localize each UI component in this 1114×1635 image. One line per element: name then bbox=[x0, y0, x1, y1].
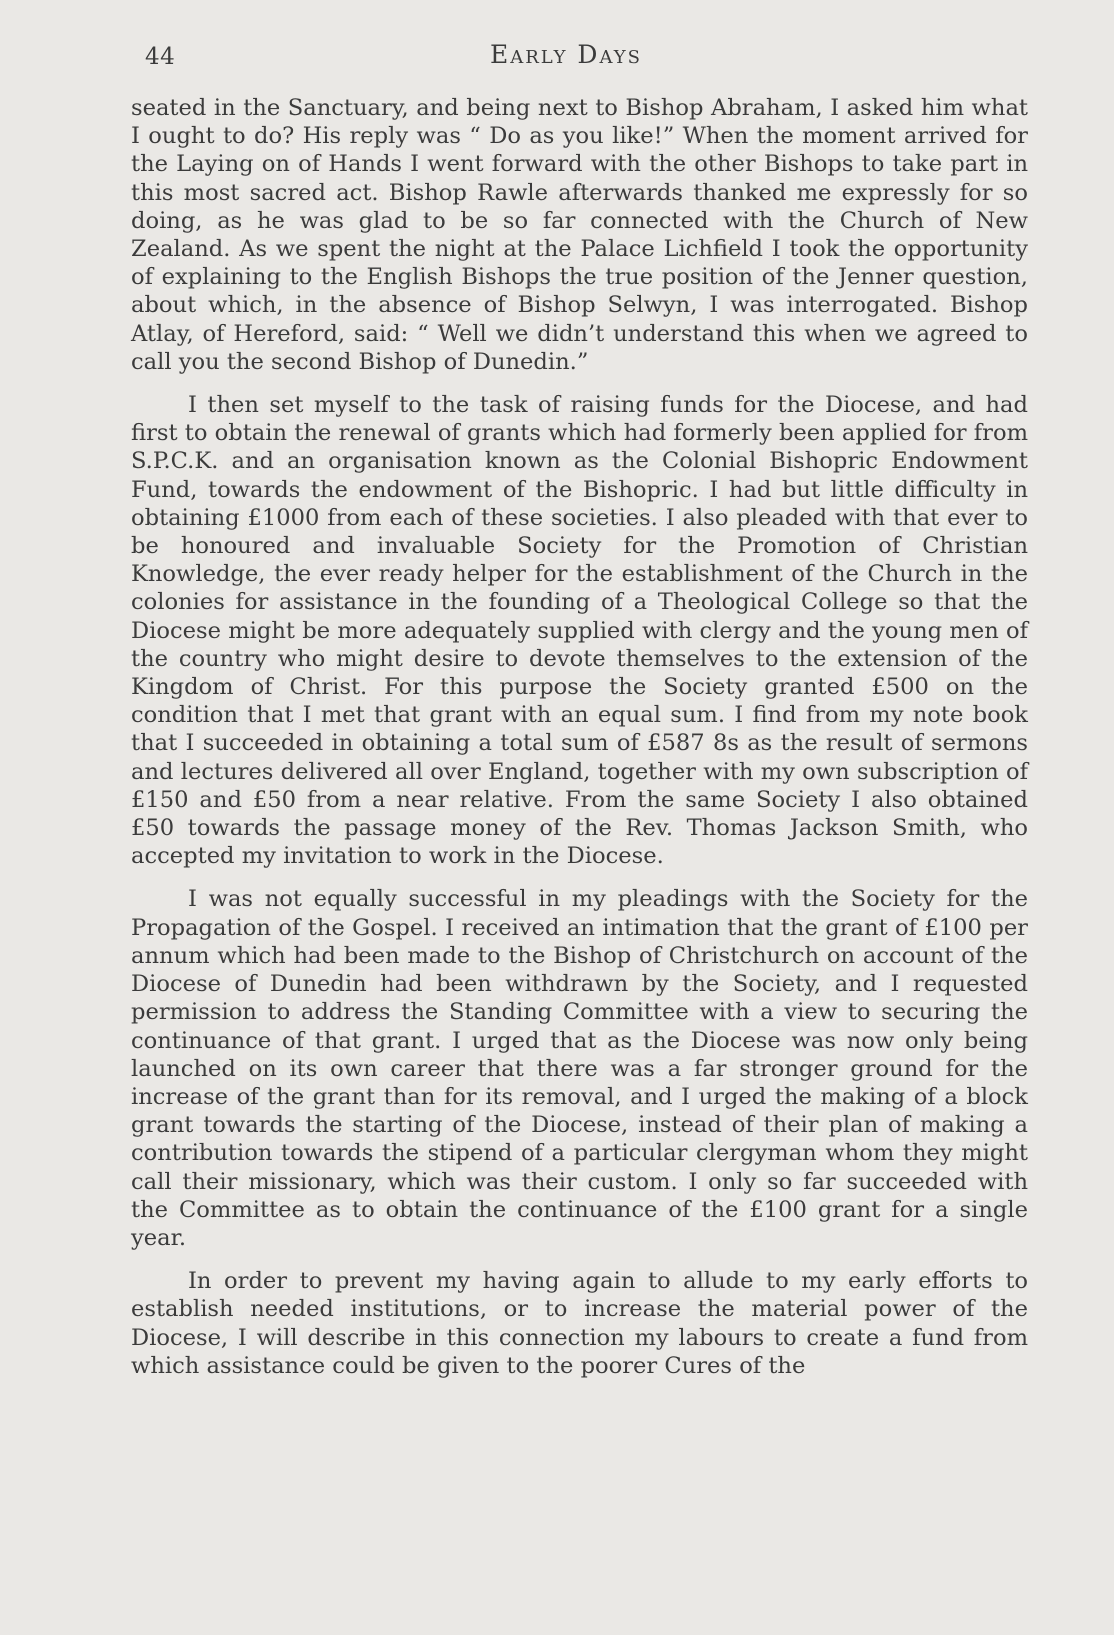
paragraph-spg: I was not equally successful in my pleadings with the Society for the Propagation of the Gospel. I received an intimation that the grant of £100 per annum which had been made to the Bishop of Christchurch on account of the Diocese of Dunedin had been withdrawn by the Society, and I requested permission to address the Standing Committee with a view to securing the continuance of that grant. I urged that as the Diocese was now only being launched on its own career that there was a far stronger ground for the increase of the grant than for its removal, and I urged the making of a block grant towards the starting of the Diocese, instead of their plan of making a contribution towards the stipend of a particular clergyman whom they might call their missionary, which was their custom. I only so far succeeded with the Committee as to obtain the continuance of the £100 grant for a single year. bbox=[131, 886, 1028, 1251]
paragraph-continued: seated in the Sanctuary, and being next to Bishop Abraham, I asked him what I ought to do? His reply was “ Do as you like!” When the moment arrived for the Laying on of Hands I went forward with the other Bishops to take part in this most sacred act. Bishop Rawle afterwards thanked me expressly for so doing, as he was glad to be so far connected with the Church of New Zealand. As we spent the night at the Palace Lichfield I took the opportunity of explaining to the English Bishops the true position of the Jenner question, about which, in the absence of Bishop Selwyn, I was interrogated. Bishop Atlay, of Hereford, said: “ Well we didn’t understand this when we agreed to call you the second Bishop of Dunedin.” bbox=[131, 95, 1028, 375]
body-text bbox=[131, 94, 1028, 1395]
running-head: Early Days bbox=[490, 40, 642, 69]
page-number: 44 bbox=[145, 44, 176, 70]
page-header bbox=[137, 40, 1037, 76]
paragraph-fund-creation: In order to prevent my having again to allude to my early efforts to establish needed institutions, or to increase the material power of the Diocese, I will describe in this connection my labours to create a fund from which assistance could be given to the poorer Cures of the bbox=[131, 1268, 1028, 1379]
paragraph-funds: I then set myself to the task of raising funds for the Diocese, and had first to obtain the renewal of grants which had formerly been applied for from S.P.C.K. and an organisation known as the Colonial Bishopric Endowment Fund, towards the endowment of the Bishopric. I had but little difficulty in obtaining £1000 from each of these societies. I also pleaded with that ever to be honoured and invaluable Society for the Promotion of Christian Knowledge, the ever ready helper for the establishment of the Church in the colonies for assistance in the founding of a Theological College so that the Diocese might be more adequately supplied with clergy and the young men of the country who might desire to devote themselves to the extension of the Kingdom of Christ. For this purpose the Society granted £500 on the condition that I met that grant with an equal sum. I find from my note book that I succeeded in obtaining a total sum of £587 8s as the result of sermons and lectures delivered all over England, together with my own subscription of £150 and £50 from a near relative. From the same Society I also obtained £50 towards the passage money of the Rev. Thomas Jackson Smith, who accepted my invitation to work in the Diocese. bbox=[131, 392, 1028, 870]
